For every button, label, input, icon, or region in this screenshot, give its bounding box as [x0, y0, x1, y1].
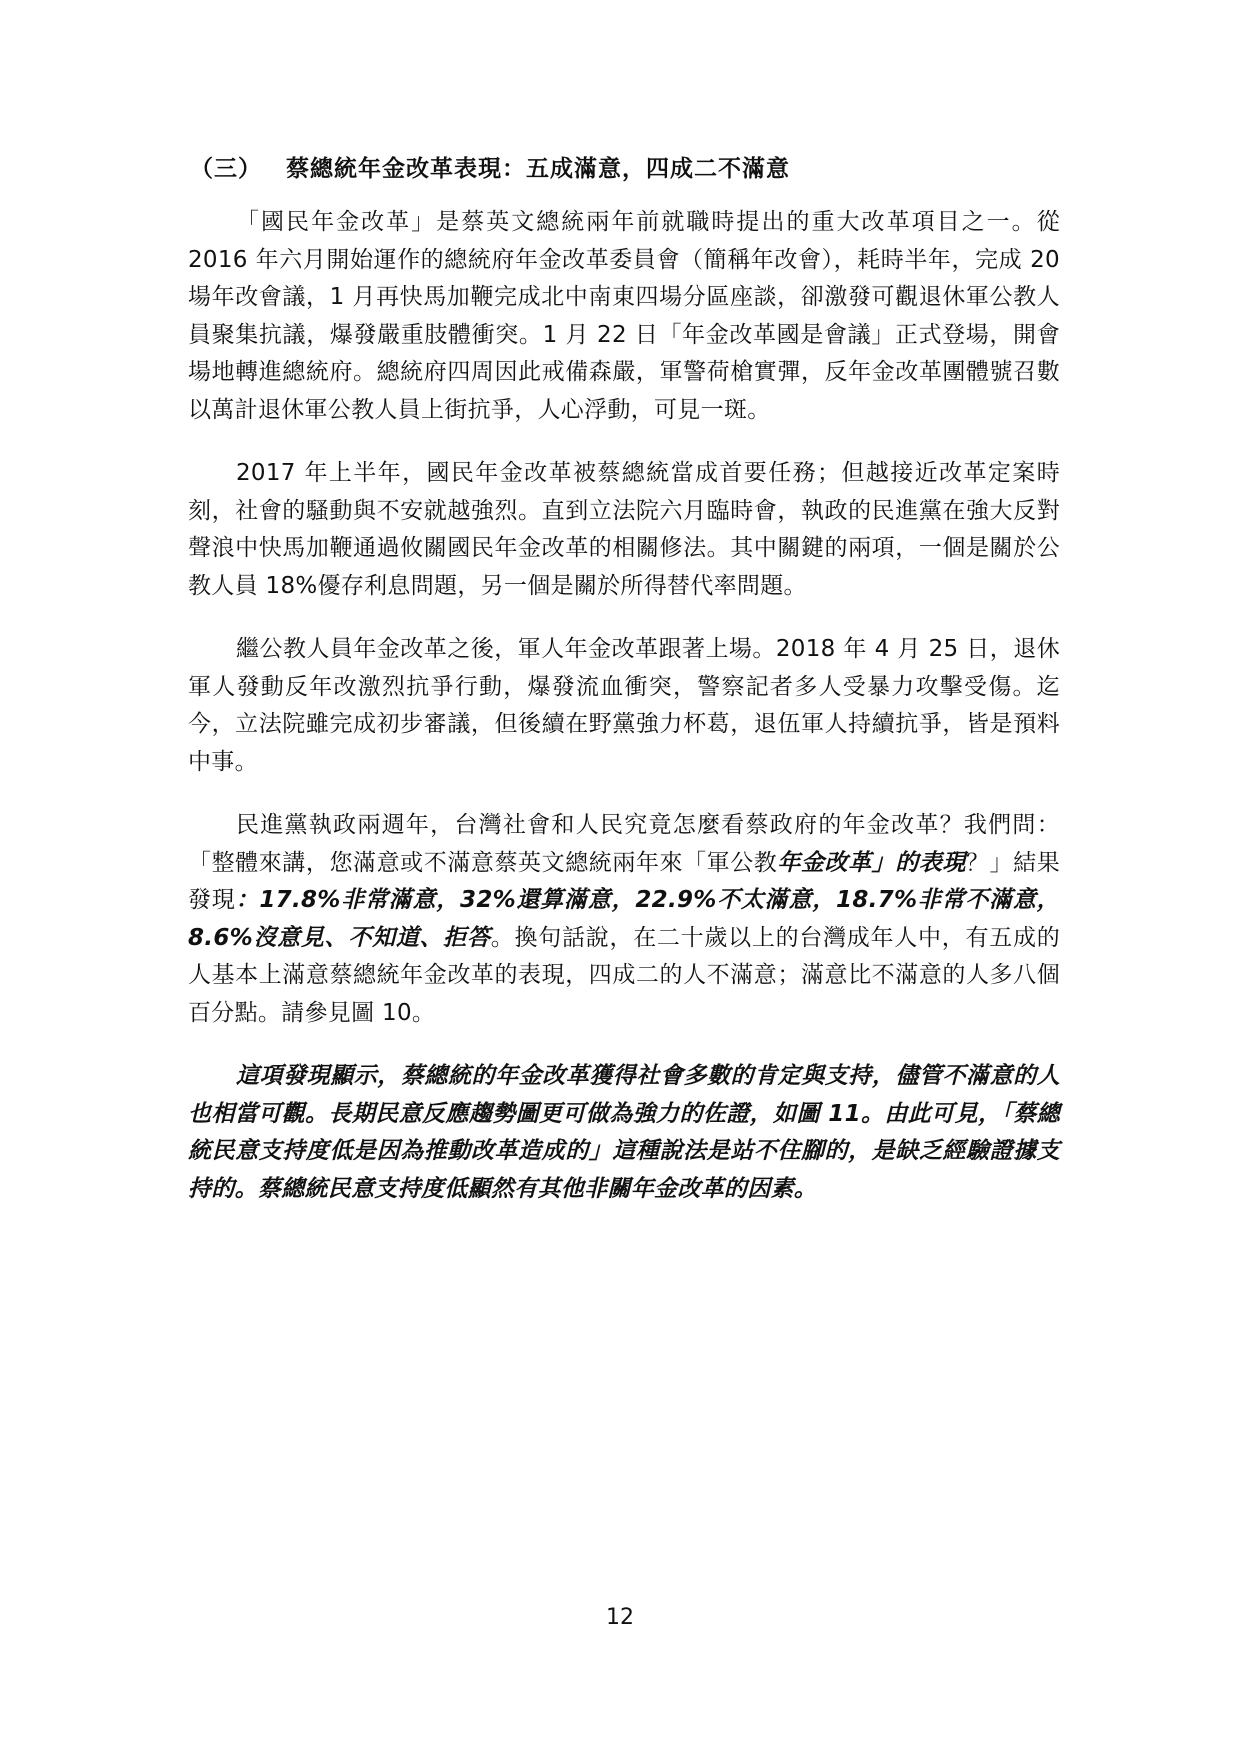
paragraph-1: 「國民年金改革」是蔡英文總統兩年前就職時提出的重大改革項目之一。從 2016 年六月開始運作的總統府年金改革委員會（簡稱年改會），耗時半年，完成 20 場年改會議，1 月再快馬加鞭完成北中南東四場分區座談，卻激發可觀退休軍公教人員聚集抗議，爆發嚴重肢體衝突。1 月 22 日「年金改革國是會議」正式登場，開會場地轉進總統府。總統府四周因此戒備森嚴，軍警荷槍實彈，反年金改革團體號召數以萬計退休軍公教人員上街抗爭，人心浮動，可見一斑。 [188, 209, 1060, 423]
section-title: 蔡總統年金改革表現：五成滿意，四成二不滿意 [286, 155, 790, 182]
section-number: （三） [190, 155, 262, 182]
document-body [188, 204, 1060, 1234]
paragraph-4-text-a: 民進黨執政兩週年，台灣社會和人民究竟怎麼看蔡政府的年金改革？我們問：「整體來講，您滿意或不滿意蔡英文總統兩年來「軍公教 [188, 812, 1060, 876]
paragraph-4-text-b: ？」結果發現 [188, 849, 1061, 913]
poll-results-emphasis: ：17.8%非常滿意，32%還算滿意，22.9%不太滿意，18.7%非常不滿意，8.6%沒意見、不知道、拒答 [188, 887, 1060, 951]
paragraph-4 [188, 807, 1060, 1032]
paragraph-4-emphasis-a: 年金改革」的表現 [777, 849, 966, 876]
page-number: 12 [606, 1605, 634, 1630]
paragraph-2: 2017 年上半年，國民年金改革被蔡總統當成首要任務；但越接近改革定案時刻，社會的騷動與不安就越強烈。直到立法院六月臨時會，執政的民進黨在強大反對聲浪中快馬加鞭通過攸關國民年金改革的相關修法。其中關鍵的兩項，一個是關於公教人員 18%優存利息問題，另一個是關於所得替代率問題。 [188, 460, 1060, 599]
paragraph-4-text-c: 。換句話說，在二十歲以上的台灣成年人中，有五成的人基本上滿意蔡總統年金改革的表現，四成二的人不滿意；滿意比不滿意的人多八個百分點。請參見圖 10。 [188, 924, 1060, 1026]
paragraph-5-conclusion: 這項發現顯示，蔡總統的年金改革獲得社會多數的肯定與支持，儘管不滿意的人也相當可觀。長期民意反應趨勢圖更可做為強力的佐證，如圖 11。由此可見，「蔡總統民意支持度低是因為推動改革造成的」這種說法是站不住腳的，是缺乏經驗證據支持的。蔡總統民意支持度低顯然有其他非關年金改革的因素。 [188, 1063, 1060, 1202]
section-heading [190, 150, 1090, 188]
paragraph-3: 繼公教人員年金改革之後，軍人年金改革跟著上場。2018 年 4 月 25 日，退休軍人發動反年改激烈抗爭行動，爆發流血衝突，警察記者多人受暴力攻擊受傷。迄今，立法院雖完成初步審議，但後續在野黨強力杯葛，退伍軍人持續抗爭，皆是預料中事。 [188, 636, 1060, 775]
